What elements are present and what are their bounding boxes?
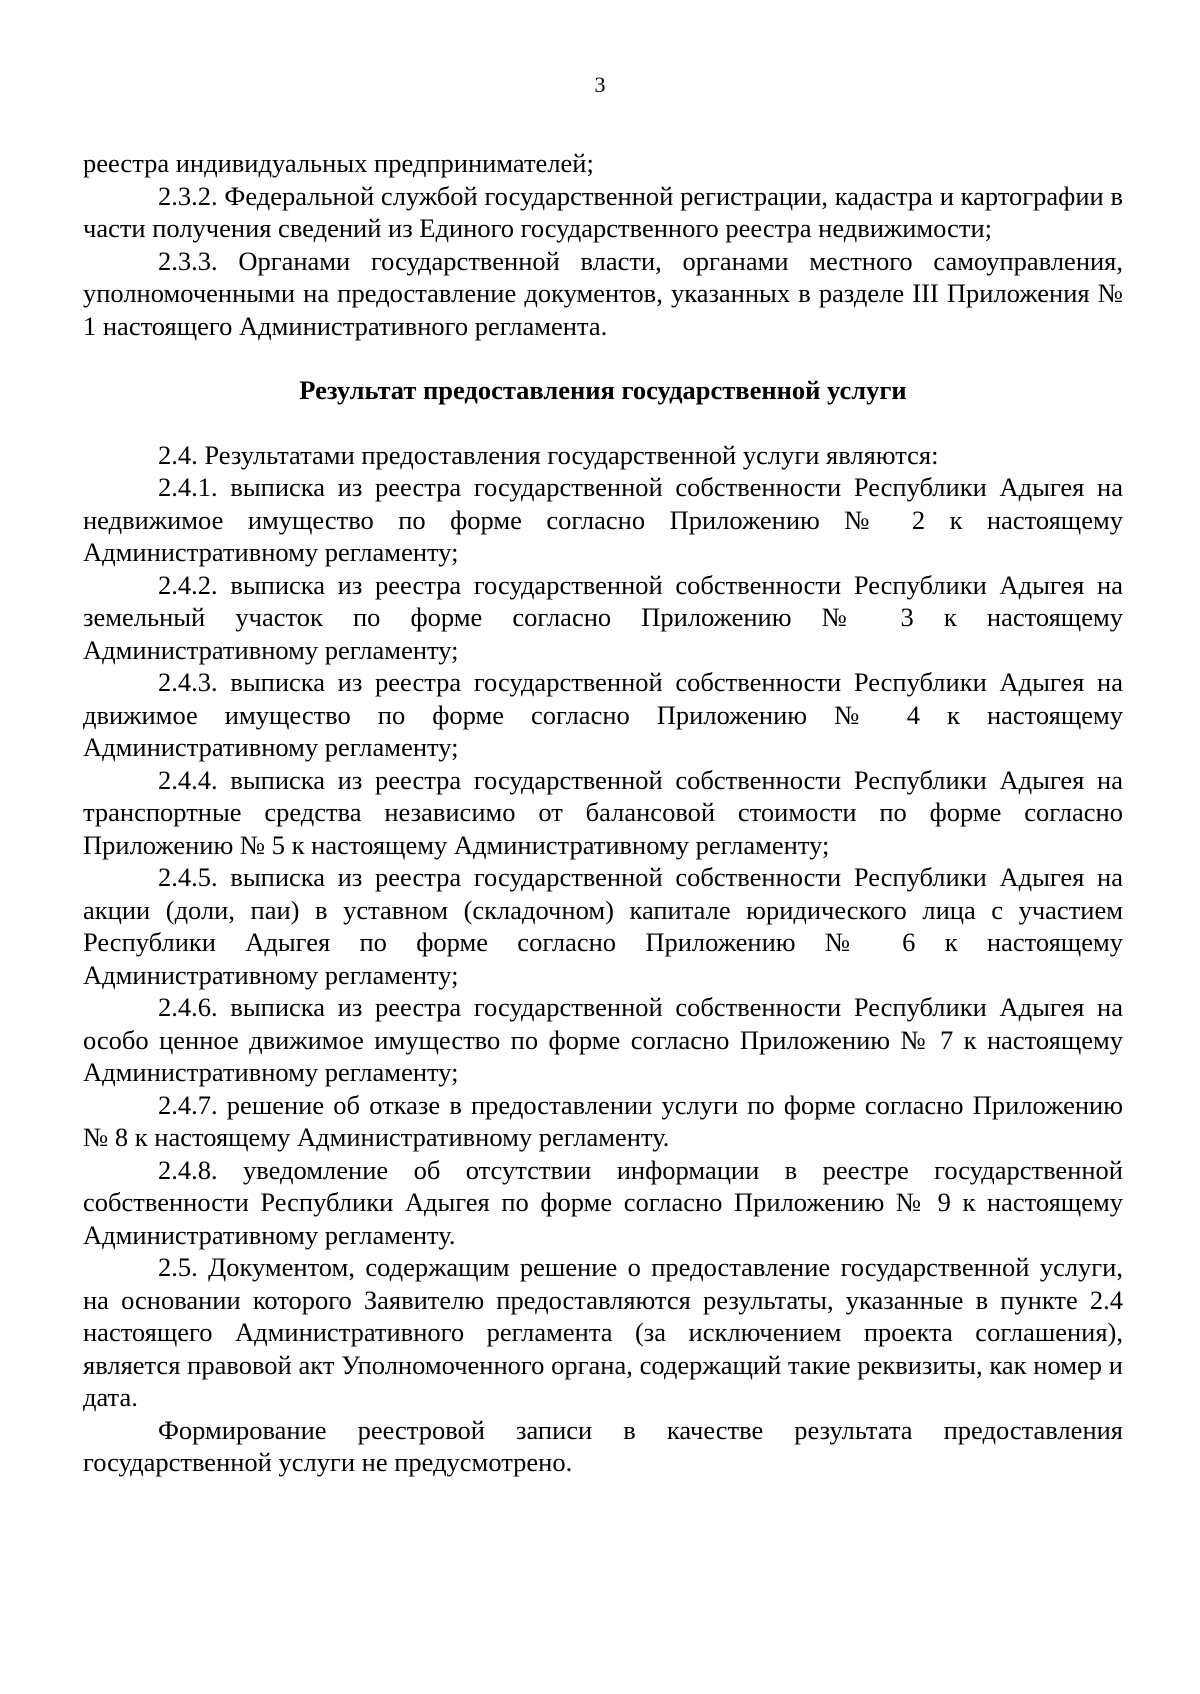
- paragraph: 2.3.3. Органами государственной власти, органами местного самоуправления, уполномоченными на предоставление документов, указанных в разделе III Приложения № 1 настоящего Административного регламента.: [83, 245, 1123, 341]
- paragraph: 2.4.4. выписка из реестра государственной собственности Республики Адыгея на транспортные средства независимо от балансовой стоимости по форме согласно Приложению № 5 к настоящему Административному регламенту;: [83, 764, 1123, 860]
- paragraph: 2.4.1. выписка из реестра государственной собственности Республики Адыгея на недвижимое имущество по форме согласно Приложению № 2 к настоящему Административному регламенту;: [83, 472, 1123, 567]
- paragraph: 2.4.7. решение об отказе в предоставлении услуги по форме согласно Приложению № 8 к настоящему Административному регламенту.: [83, 1089, 1123, 1152]
- paragraph: 2.4.6. выписка из реестра государственной собственности Республики Адыгея на особо ценное движимое имущество по форме согласно Приложению № 7 к настоящему Административному регламенту;: [83, 992, 1123, 1087]
- paragraph: реестра индивидуальных предпринимателей;: [83, 148, 594, 178]
- paragraph: Формирование реестровой записи в качестве результата предоставления государственной услуги не предусмотрено.: [83, 1414, 1123, 1477]
- paragraph: 2.5. Документом, содержащим решение о предоставление государственной услуги, на основании которого Заявителю предоставляются результаты, указанные в пункте 2.4 настоящего Административного регламента (за исключением проекта соглашения), является правовой акт Уполномоченного органа, содержащий такие реквизиты, как номер и дата.: [83, 1252, 1123, 1412]
- paragraph: 2.4.3. выписка из реестра государственной собственности Республики Адыгея на движимое имущество по форме согласно Приложению № 4 к настоящему Административному регламенту;: [83, 667, 1123, 762]
- paragraph: 2.4.5. выписка из реестра государственной собственности Республики Адыгея на акции (доли, паи) в уставном (складочном) капитале юридического лица с участием Республики Адыгея по форме согласно Приложению № 6 к настоящему Административному регламенту;: [83, 862, 1123, 990]
- paragraph: 2.4.2. выписка из реестра государственной собственности Республики Адыгея на земельный участок по форме согласно Приложению № 3 к настоящему Административному регламенту;: [83, 569, 1123, 665]
- paragraph: 2.3.2. Федеральной службой государственной регистрации, кадастра и картографии в части получения сведений из Единого государственного реестра недвижимости;: [83, 180, 1123, 243]
- paragraph: 2.4.8. уведомление об отсутствии информации в реестре государственной собственности Республики Адыгея по форме согласно Приложению № 9 к настоящему Административному регламенту.: [83, 1154, 1123, 1250]
- paragraph: 2.4. Результатами предоставления государственной услуги являются:: [158, 439, 939, 470]
- page-number: 3: [594, 72, 606, 97]
- document-body: [83, 147, 1123, 1479]
- section-heading: Результат предоставления государственной услуги: [299, 375, 907, 405]
